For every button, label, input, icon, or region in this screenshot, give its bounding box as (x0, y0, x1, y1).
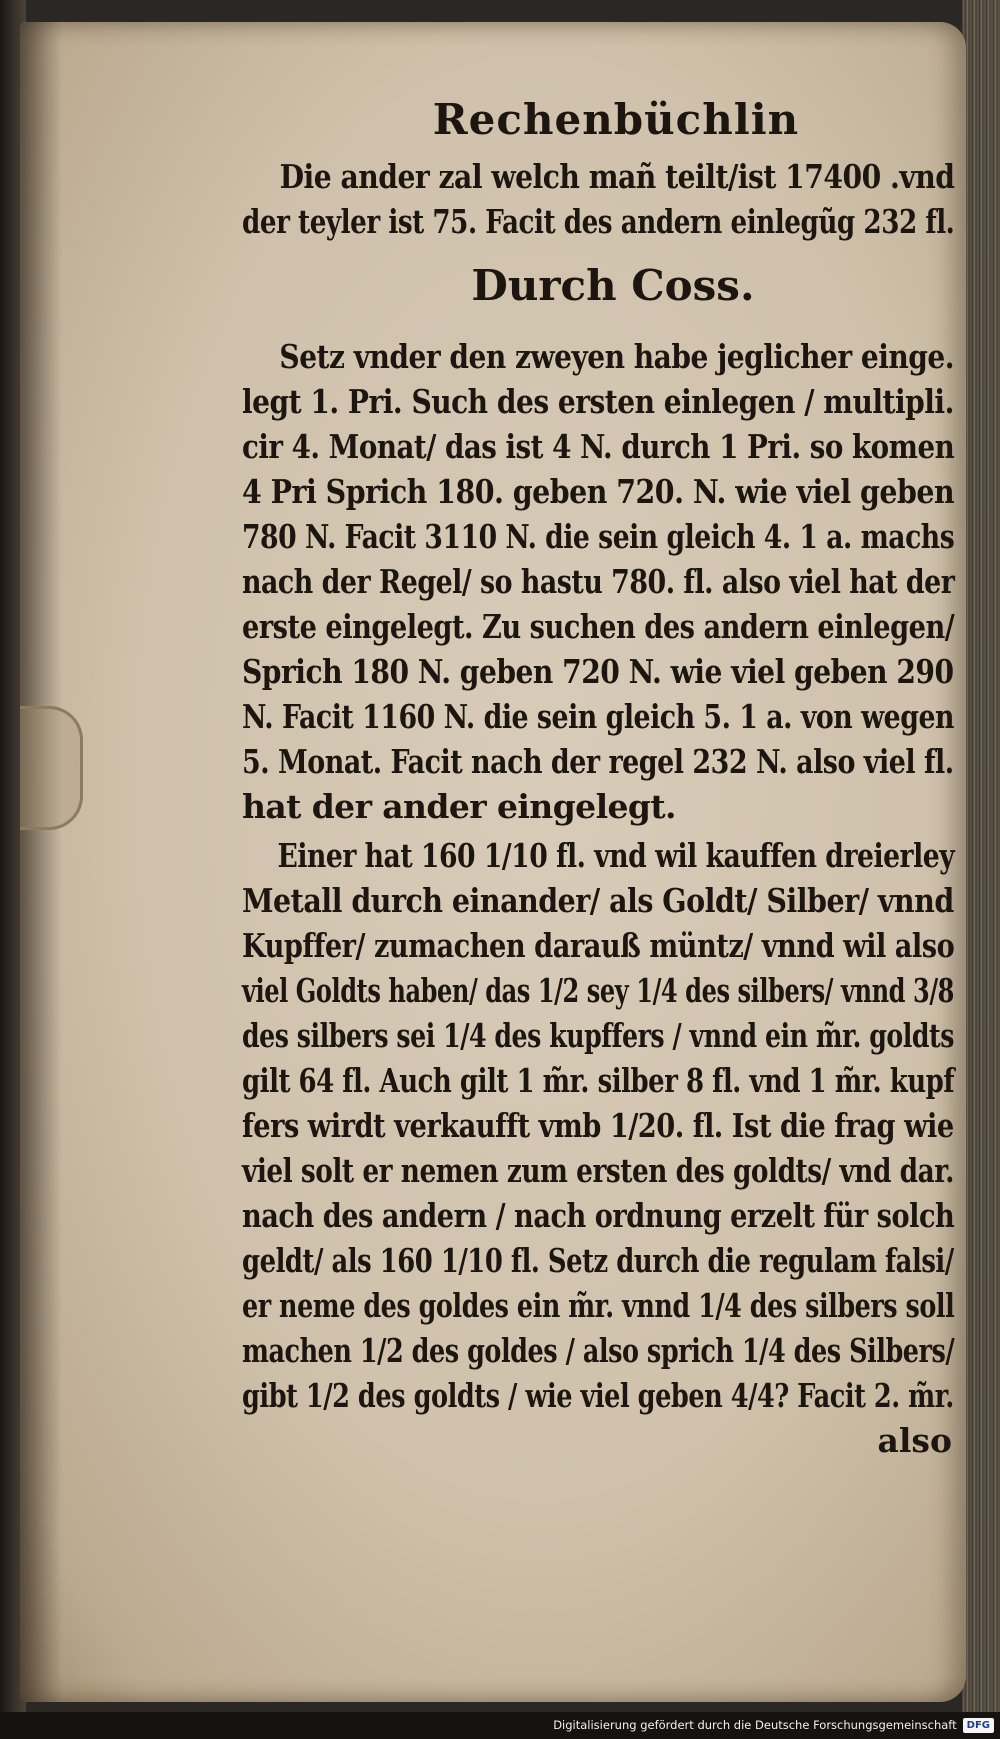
text-line: Einer hat 160 1/10 fl. vnd wil kauffen dreierley (277, 836, 955, 875)
section-heading: Durch Coss. (471, 261, 755, 310)
text-line: gibt 1/2 des goldts / wie viel geben 4/4? Facit 2. m̃r. (242, 1376, 954, 1415)
text-line: Sprich 180 N. geben 720 N. wie viel geben 290 (242, 652, 954, 691)
text-line: 780 N. Facit 3110 N. die sein gleich 4. 1 a. machs (242, 517, 955, 556)
text-line: viel Goldts haben/ das 1/2 sey 1/4 des silbers/ vnnd 3/8 (242, 971, 954, 1010)
text-line: geldt/ als 160 1/10 fl. Setz durch die regulam falsi/ (242, 1241, 954, 1280)
page-text (242, 90, 954, 1463)
page-gutter-shadow (20, 22, 62, 1702)
running-head: Rechenbüchlin (432, 95, 800, 144)
text-line: 5. Monat. Facit nach der regel 232 N. also viel fl. (242, 742, 954, 781)
text-line: Kupffer/ zumachen darauß müntz/ vnnd wil also (242, 926, 955, 965)
text-line: er neme des goldes ein m̃r. vnnd 1/4 des silbers soll (242, 1286, 955, 1325)
text-line: legt 1. Pri. Such des ersten einlegen / multipli. (242, 382, 954, 421)
text-line: gilt 64 fl. Auch gilt 1 m̃r. silber 8 fl. vnd 1 m̃r. kupf (242, 1061, 955, 1100)
paragraph-metals (242, 833, 954, 1418)
paragraph-coss (242, 334, 954, 829)
text-line: nach des andern / nach ordnung erzelt für solch (242, 1196, 955, 1235)
catchword: also (877, 1421, 952, 1460)
lines-before-heading (242, 154, 954, 244)
text-line: fers wirdt verkaufft vmb 1/20. fl. Ist die frag wie (242, 1106, 954, 1145)
text-line: 4 Pri Sprich 180. geben 720. N. wie viel geben (242, 472, 955, 511)
text-line: nach der Regel/ so hastu 780. fl. also viel hat der (242, 562, 955, 601)
text-line: viel solt er nemen zum ersten des goldts/ vnd dar. (242, 1151, 954, 1190)
book-clasp-mark (20, 706, 83, 830)
page-fore-edge (962, 0, 1000, 1739)
dfg-logo-icon: DFG (963, 1718, 994, 1733)
footer-credit: Digitalisierung gefördert durch die Deutsche Forschungsgemeinschaft (553, 1718, 957, 1732)
digitization-footer (0, 1712, 1000, 1739)
text-line: erste eingelegt. Zu suchen des andern einlegen/ (242, 607, 955, 646)
text-line: hat der ander eingelegt. (242, 787, 676, 826)
text-line: Die ander zal welch mañ teilt/ist 17400 .vnd (279, 157, 955, 196)
text-line: machen 1/2 des goldes / also sprich 1/4 des Silbers/ (242, 1331, 955, 1370)
text-line: N. Facit 1160 N. die sein gleich 5. 1 a. von wegen (242, 697, 955, 736)
text-line: des silbers sei 1/4 des kupffers / vnnd ein m̃r. goldts (242, 1016, 954, 1055)
text-line: cir 4. Monat/ das ist 4 N. durch 1 Pri. so komen (242, 427, 955, 466)
text-line: der teyler ist 75. Facit des andern einlegũg 232 fl. (242, 202, 955, 241)
text-line: Setz vnder den zweyen habe jeglicher einge. (279, 337, 955, 376)
text-line: Metall durch einander/ als Goldt/ Silber/ vnnd (242, 881, 954, 920)
